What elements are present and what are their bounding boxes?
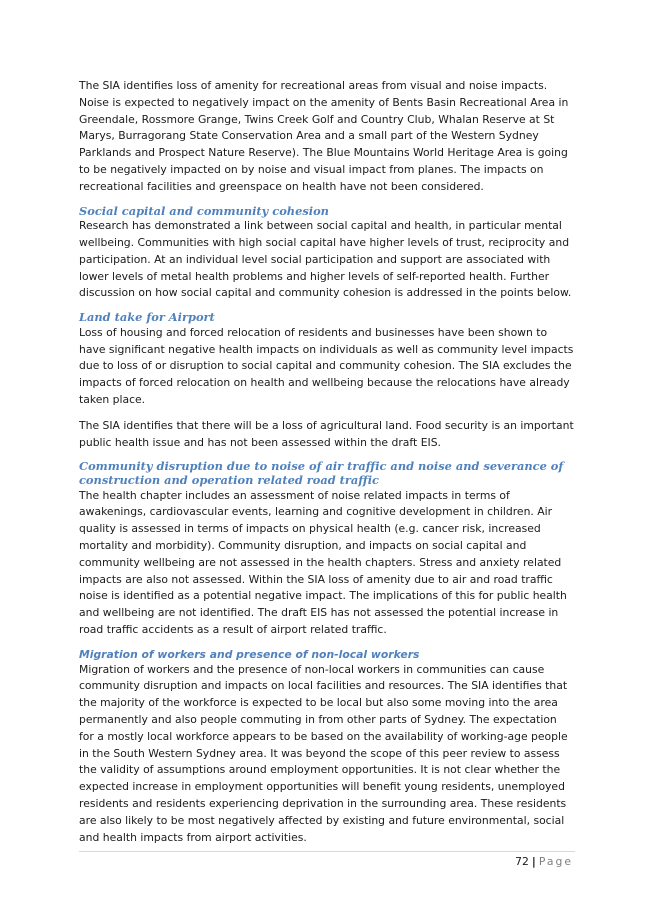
amenity-paragraph: The SIA identifies loss of amenity for recreational areas from visual and noise impacts. Noise is expected to negatively impact on the amenity of Bents Basin Recreational Area in Greendale, Rossmore Grange, Twins Creek Golf and Country Club, Whalan Reserve at St Marys, Burragorang State Conservation Area and a small part of the Western Sydney Parklands and Prospect Nature Reserve). The Blue Mountains World Heritage Area is going to be negatively impacted on by noise and visual impact from planes. The impacts on recreational facilities and greenspace on health have not been considered. — [79, 79, 569, 193]
page-footer — [515, 855, 573, 868]
page-body — [79, 78, 575, 855]
migration-paragraph: Migration of workers and the presence of non-local workers in communities can cause community disruption and impacts on local facilities and resources. The SIA identifies that the majority of the workforce is expected to be local but also some moving into the area permanently and also people commuting in from other parts of Sydney. The expectation for a mostly local workforce appears to be based on the availability of working-age people in the South Western Sydney area. It was beyond the scope of this peer review to assess the validity of assumptions around employment opportunities. It is not clear whether the expected increase in employment opportunities will benefit young residents, unemployed residents and residents experiencing deprivation in the surrounding area. These residents are also likely to be most negatively affected by existing and future environmental, social and health impacts from airport activities. — [79, 662, 568, 844]
section-heading-land-take: Land take for Airport — [79, 310, 215, 325]
footer-divider — [79, 851, 575, 852]
community-disruption-paragraph: The health chapter includes an assessment of noise related impacts in terms of awakenings, cardiovascular events, learning and cognitive development in children. Air quality is assessed in terms of impacts on physical health (e.g. cancer risk, increased mortality and morbidity). Community disruption, and impacts on social capital and community wellbeing are not assessed in the health chapters. Stress and anxiety related impacts are also not assessed. Within the SIA loss of amenity due to air and road traffic noise is identified as a potential negative impact. The implications of this for public health and wellbeing are not identified. The draft EIS has not assessed the potential increase in road traffic accidents as a result of airport related traffic. — [79, 488, 567, 636]
page-label: Page — [538, 855, 573, 868]
land-take-paragraph-2: The SIA identifies that there will be a loss of agricultural land. Food security is an important public health issue and has not been assessed within the draft EIS. — [79, 418, 574, 449]
social-capital-paragraph: Research has demonstrated a link between social capital and health, in particular mental wellbeing. Communities with high social capital have higher levels of trust, reciprocity and participation. At an individual level social participation and support are associated with lower levels of metal health problems and higher levels of self-reported health. Further discussion on how social capital and community cohesion is addressed in the points below. — [79, 219, 572, 300]
page-number: 72 — [515, 855, 529, 868]
footer-separator: | — [531, 855, 536, 868]
section-heading-social-capital: Social capital and community cohesion — [79, 203, 329, 218]
land-take-paragraph-1: Loss of housing and forced relocation of residents and businesses have been shown to have significant negative health impacts on individuals as well as community level impacts due to loss of or disruption to social capital and community cohesion. The SIA excludes the impacts of forced relocation on health and wellbeing because the relocations have already taken place. — [79, 325, 574, 406]
section-heading-migration: Migration of workers and presence of non-local workers — [79, 647, 420, 661]
section-heading-community-disruption: Community disruption due to noise of air traffic and noise and severance of construction and operation related road traffic — [79, 459, 564, 487]
